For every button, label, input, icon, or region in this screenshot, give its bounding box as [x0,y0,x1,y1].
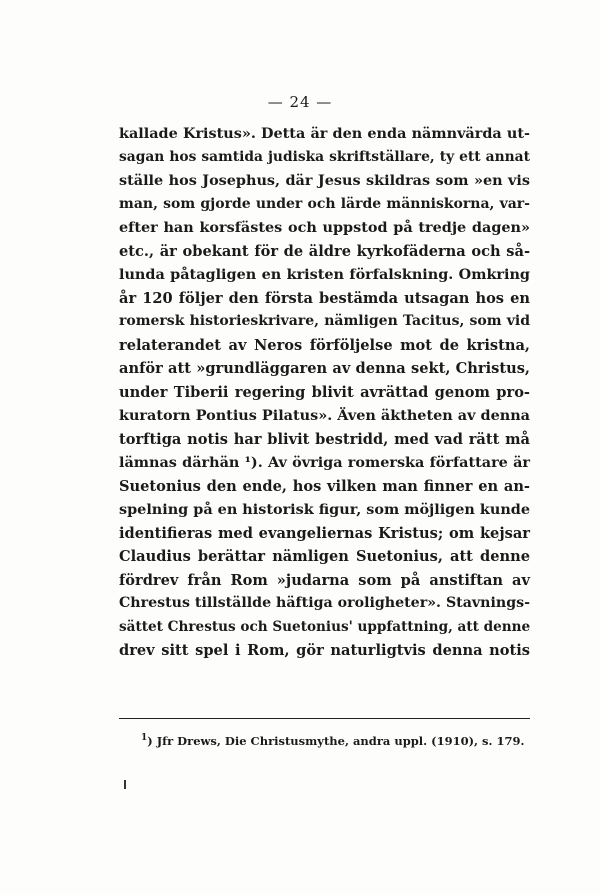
text-line: fördrev från Rom »judarna som på anstiftan av [119,571,530,589]
text-line: efter han korsfästes och uppstod på tredje dagen» [119,219,530,236]
text-line: man, som gjorde under och lärde människorna, var- [119,195,530,212]
text-line: etc., är obekant för de äldre kyrkofäderna och så- [119,242,530,260]
text-line: spelning på en historisk figur, som möjligen kunde [119,501,530,518]
text-line: lunda påtagligen en kristen förfalskning. Omkring [119,266,530,283]
text-line: identifieras med evangeliernas Kristus; om kejsar [119,524,530,542]
text-line: kallade Kristus». Detta är den enda nämnvärda ut- [119,125,530,142]
text-line: sättet Chrestus och Suetonius' uppfattning, att denne [119,618,531,635]
text-line: ställe hos Josephus, där Jesus skildras som »en vis [119,172,530,189]
text-line: Suetonius den ende, hos vilken man finner en an- [119,477,530,495]
footnote-text: ) Jfr Drews, Die Christusmythe, andra uppl. (1910), s. 179. [147,734,525,748]
text-line: romersk historieskrivare, nämligen Tacitus, som vid [119,313,530,329]
print-mark [124,780,126,789]
footnote-divider [119,718,530,719]
text-line: Chrestus tillställde häftiga oroligheter». Stavnings- [119,595,530,611]
text-line: sagan hos samtida judiska skriftställare, ty ett annat [119,148,530,165]
text-line: kuratorn Pontius Pilatus». Även äktheten av denna [119,407,530,424]
text-line: anför att »grundläggaren av denna sekt, Christus, [119,360,530,377]
text-line: lämnas därhän ¹). Av övriga romerska författare är [119,454,530,471]
body-text [119,122,530,663]
text-line: drev sitt spel i Rom, gör naturligtvis denna notis [119,642,530,659]
text-line: torftiga notis har blivit bestridd, med vad rätt må [119,430,530,448]
footnote-marker: 1 [141,733,148,743]
text-line: år 120 följer den första bestämda utsagan hos en [119,289,530,307]
text-line: under Tiberii regering blivit avrättad genom pro- [119,383,530,401]
footnote [141,734,541,748]
text-line: Claudius berättar nämligen Suetonius, att denne [119,548,530,565]
page-number: — 24 — [267,93,333,111]
text-line: relaterandet av Neros förföljelse mot de kristna, [119,336,530,354]
